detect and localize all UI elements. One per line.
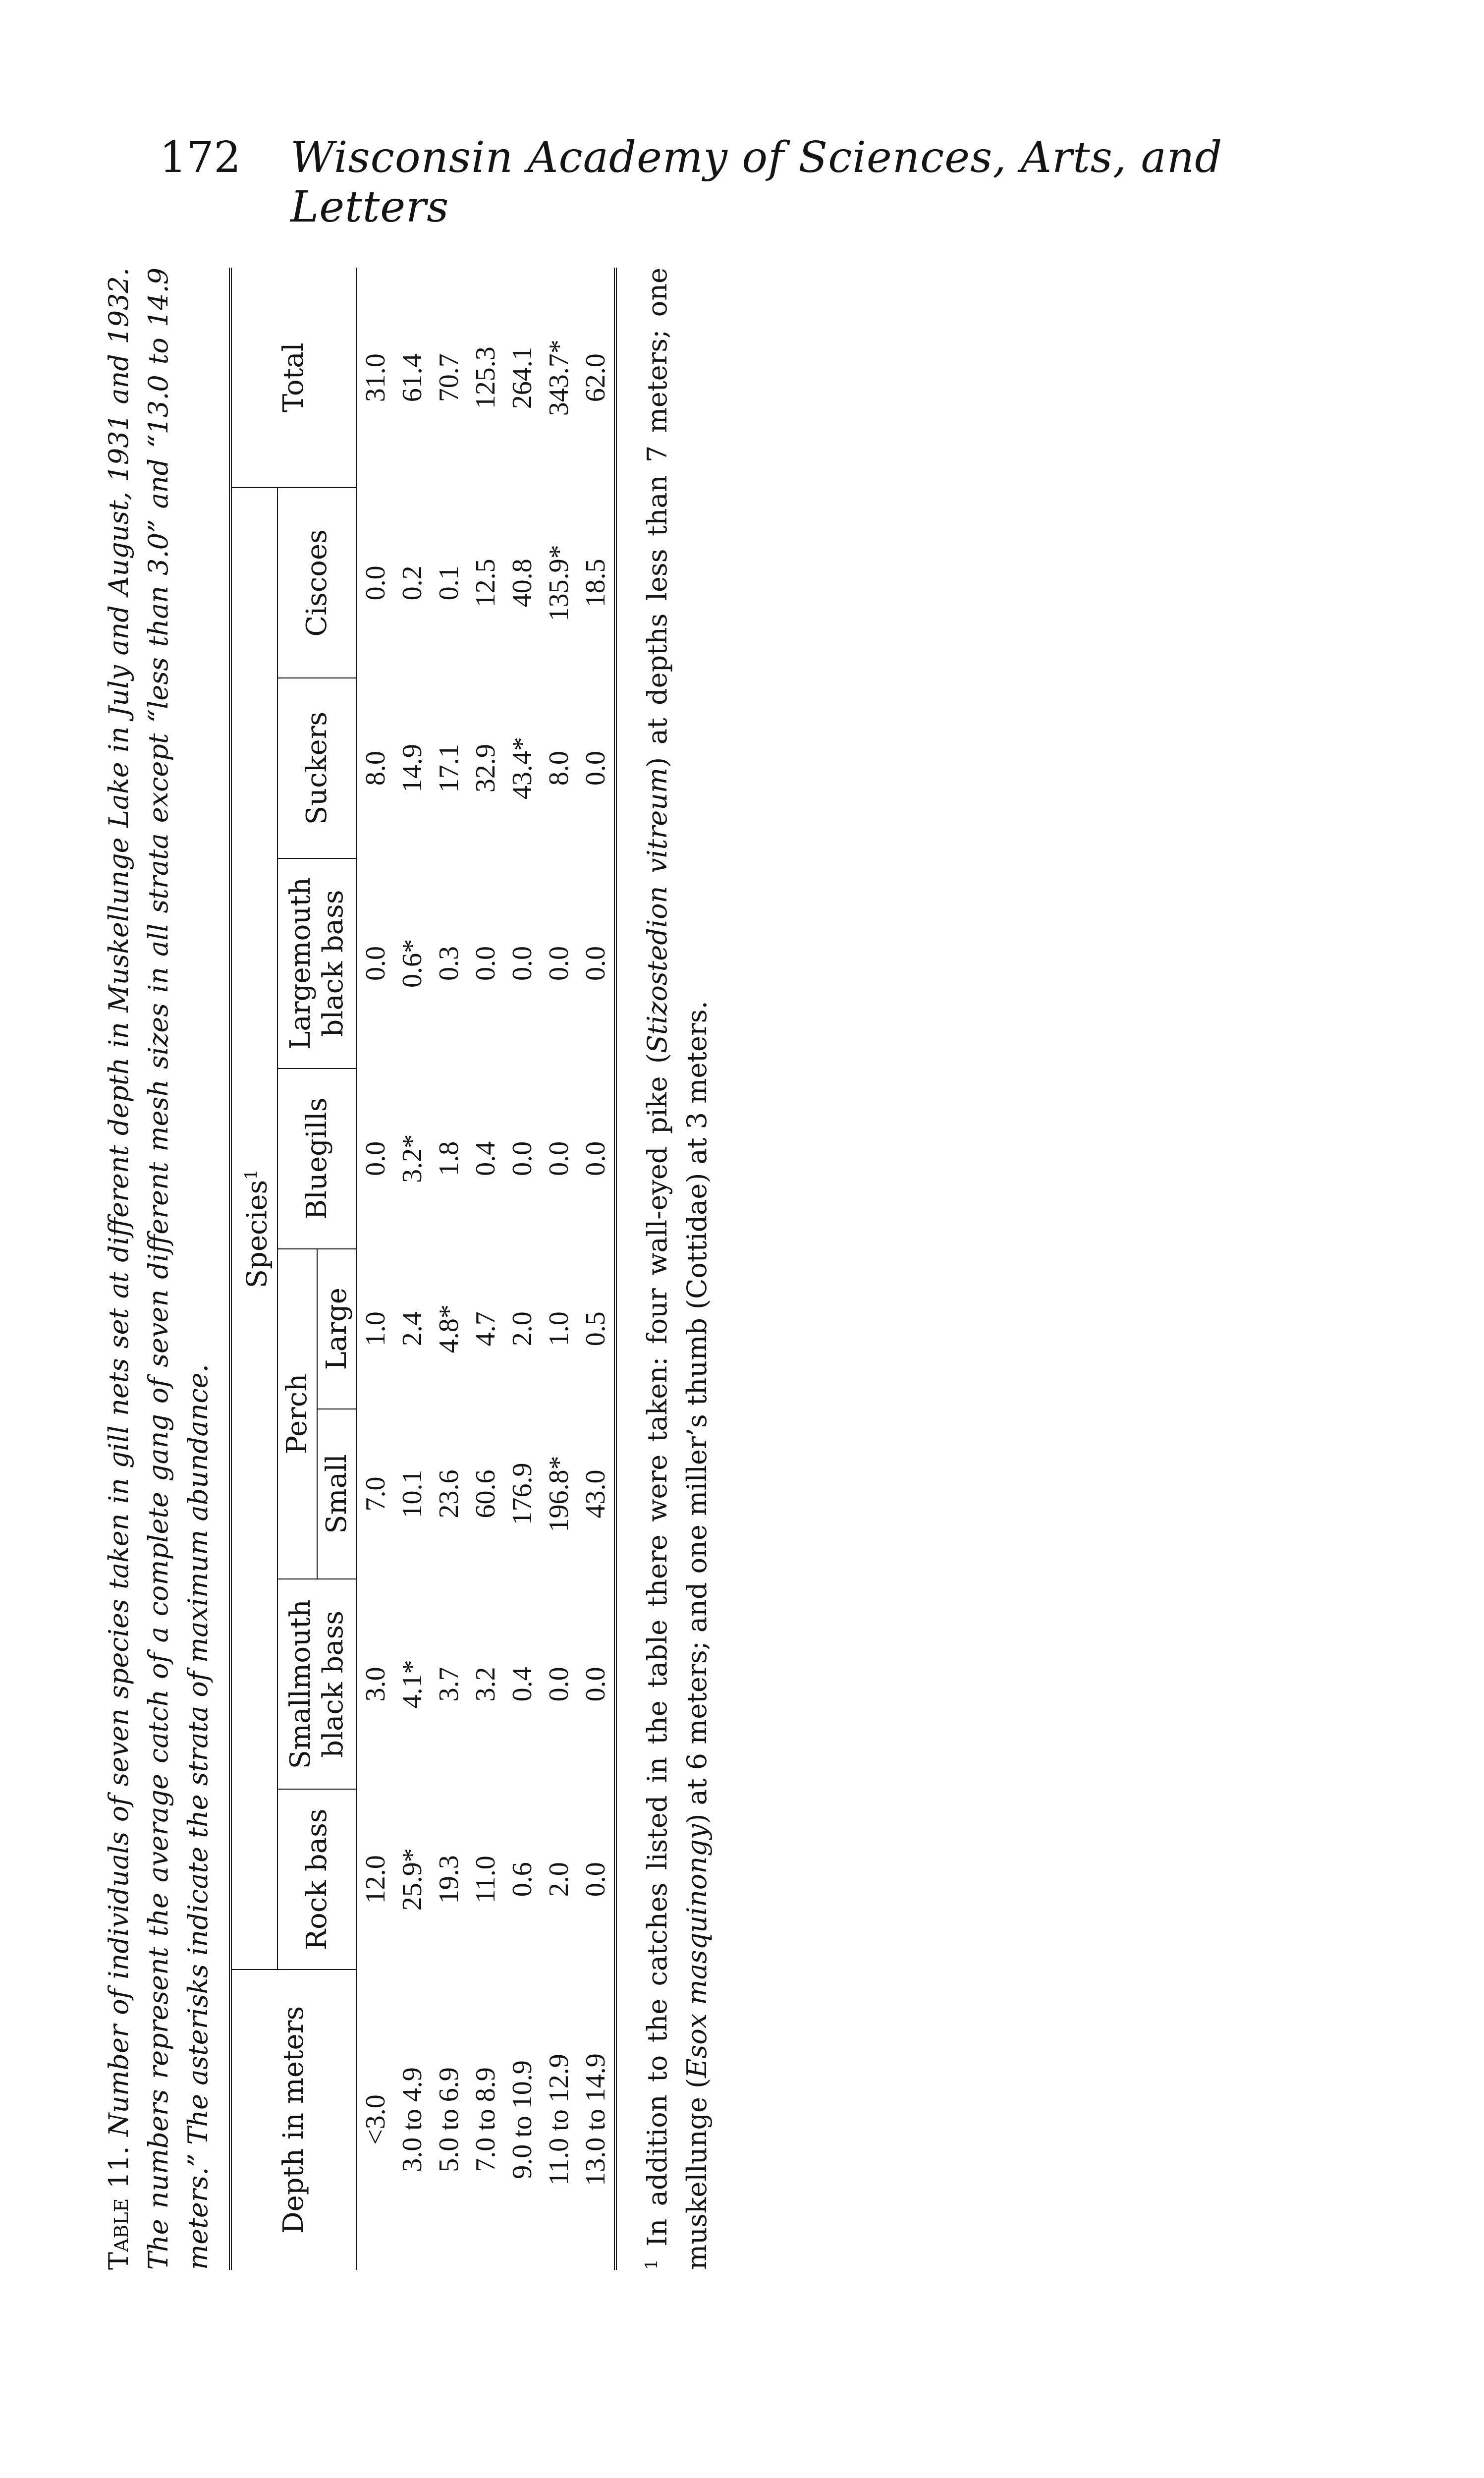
table-cell-perch-large: 4.8* xyxy=(433,1304,464,1353)
table-cell-depth: 5.0 to 6.9 xyxy=(433,2067,464,2172)
col-header-bluegills: Bluegills xyxy=(277,1069,357,1249)
table-footnote xyxy=(632,268,717,2270)
table-data-row xyxy=(357,268,615,2270)
table-cell-perch-small: 60.6 xyxy=(470,1469,501,1519)
table-cell-rock-bass: 11.0 xyxy=(470,1856,501,1904)
table-cell-depth: 13.0 to 14.9 xyxy=(580,2053,611,2186)
table-cell-largemouth: 0.0 xyxy=(543,946,574,981)
rock-bass-column xyxy=(357,1789,615,1970)
table-label: Table 11. xyxy=(103,2146,134,2270)
table-cell-smallmouth: 3.7 xyxy=(433,1667,464,1702)
col-header-species: Species$^1$ xyxy=(230,488,277,1970)
table-cell-largemouth: 0.0 xyxy=(360,946,391,981)
table-cell-rock-bass: 25.9* xyxy=(396,1848,428,1911)
col-header-total: Total xyxy=(230,268,357,488)
table-cell-suckers: 8.0 xyxy=(543,751,574,786)
table-cell-suckers: 17.1 xyxy=(433,744,464,793)
table-cell-total: 31.0 xyxy=(360,353,391,402)
largemouth-column xyxy=(357,858,615,1069)
rotated-table-block xyxy=(99,268,1021,2270)
table-cell-bluegills: 3.2* xyxy=(396,1134,428,1183)
table-cell-depth: <3.0 xyxy=(360,2094,391,2145)
perch-small-column xyxy=(357,1409,615,1579)
table-cell-smallmouth: 3.2 xyxy=(470,1667,501,1702)
col-header-perch-small: Small xyxy=(317,1409,357,1579)
table-cell-total: 343.7* xyxy=(543,339,574,416)
footnote-species-a: Stizostedion vitreum xyxy=(641,767,673,1053)
table-cell-rock-bass: 0.0 xyxy=(580,1862,611,1897)
table-cell-bluegills: 0.0 xyxy=(543,1141,574,1176)
depth-column xyxy=(357,1970,615,2270)
table-cell-perch-large: 1.0 xyxy=(543,1311,574,1347)
table-cell-total: 125.3 xyxy=(470,346,501,409)
table-cell-bluegills: 0.0 xyxy=(580,1141,611,1176)
table-cell-depth: 9.0 to 10.9 xyxy=(506,2060,538,2179)
table-cell-ciscoes: 0.0 xyxy=(360,565,391,601)
table-cell-smallmouth: 0.0 xyxy=(580,1667,611,1702)
footnote-text-a: In addition to the catches listed in the table there were taken: four wall-eyed pike ( xyxy=(641,1053,673,2247)
table-cell-perch-small: 176.9 xyxy=(506,1463,538,1525)
table-cell-ciscoes: 0.1 xyxy=(433,565,464,601)
table-cell-perch-small: 43.0 xyxy=(580,1469,611,1519)
table-cell-suckers: 32.9 xyxy=(470,744,501,793)
table-cell-rock-bass: 19.3 xyxy=(433,1855,464,1904)
col-header-ciscoes: Ciscoes xyxy=(277,488,357,678)
table-cell-bluegills: 0.4 xyxy=(470,1141,501,1176)
table-cell-ciscoes: 40.8 xyxy=(506,559,538,608)
table-cell-largemouth: 0.6* xyxy=(396,939,428,988)
col-header-depth: Depth in meters xyxy=(230,1970,357,2270)
table-cell-suckers: 43.4* xyxy=(506,737,538,800)
table-cell-suckers: 8.0 xyxy=(360,751,391,786)
table-cell-depth: 7.0 to 8.9 xyxy=(470,2067,501,2172)
footnote-marker: 1 xyxy=(641,2259,661,2270)
table-cell-total: 62.0 xyxy=(580,353,611,402)
table-cell-rock-bass: 12.0 xyxy=(360,1855,391,1904)
caption-text: Number of individuals of seven species taken in gill nets set at different depth in Muskellunge Lake in July and August, 1931 and 1932. The numbers represent the average catch of a complete gang of seven different mesh sizes in all strata except “less than 3.0” and “13.0 to 14.9 meters.” The asterisks indicate the strata of maximum abundance. xyxy=(103,268,214,2270)
total-column xyxy=(357,268,615,488)
table-cell-ciscoes: 12.5 xyxy=(470,559,501,608)
table-cell-depth: 11.0 to 12.9 xyxy=(543,2054,574,2186)
suckers-column xyxy=(357,678,615,858)
table-cell-ciscoes: 18.5 xyxy=(580,559,611,608)
table-cell-largemouth: 0.0 xyxy=(470,946,501,981)
table-cell-ciscoes: 0.2 xyxy=(396,565,428,601)
table-cell-rock-bass: 0.6 xyxy=(506,1862,538,1897)
col-header-rock-bass: Rock bass xyxy=(277,1789,357,1970)
table-cell-perch-small: 10.1 xyxy=(396,1469,428,1519)
bluegills-column xyxy=(357,1069,615,1249)
table-cell-perch-small: 7.0 xyxy=(360,1476,391,1512)
table-caption xyxy=(99,268,218,2270)
perch-large-column xyxy=(357,1249,615,1409)
table-cell-largemouth: 0.0 xyxy=(580,946,611,981)
table-cell-total: 61.4 xyxy=(396,353,428,402)
table-cell-perch-large: 0.5 xyxy=(580,1311,611,1347)
table-cell-smallmouth: 4.1* xyxy=(396,1660,428,1709)
col-header-smallmouth: Smallmouth black bass xyxy=(277,1579,357,1789)
table-cell-smallmouth: 0.0 xyxy=(543,1667,574,1702)
table-cell-perch-small: 23.6 xyxy=(433,1469,464,1519)
col-header-suckers: Suckers xyxy=(277,678,357,858)
table-cell-smallmouth: 3.0 xyxy=(360,1667,391,1702)
footnote-text-b: ) at depths less than 7 meters; one muskellunge ( xyxy=(641,268,713,2270)
table-cell-largemouth: 0.0 xyxy=(506,946,538,981)
table-cell-bluegills: 1.8 xyxy=(433,1141,464,1176)
footnote-text-c: ) at 6 meters; and one miller’s thumb (Cottidae) at 3 meters. xyxy=(681,1001,713,1824)
journal-title: Wisconsin Academy of Sciences, Arts, and Letters xyxy=(290,133,1223,232)
table-cell-perch-small: 196.8* xyxy=(543,1456,574,1532)
table-cell-bluegills: 0.0 xyxy=(360,1141,391,1176)
table-cell-rock-bass: 2.0 xyxy=(543,1862,574,1897)
table-cell-largemouth: 0.3 xyxy=(433,946,464,981)
page-number: 172 xyxy=(160,133,241,182)
table-cell-perch-large: 2.4 xyxy=(396,1311,428,1347)
table-cell-depth: 3.0 to 4.9 xyxy=(396,2067,428,2172)
ciscoes-column xyxy=(357,488,615,678)
table-cell-perch-large: 1.0 xyxy=(360,1311,391,1347)
page-header xyxy=(160,133,1359,232)
col-header-perch-large: Large xyxy=(317,1249,357,1409)
table-cell-smallmouth: 0.4 xyxy=(506,1667,538,1702)
col-header-perch: Perch xyxy=(277,1249,317,1579)
table-cell-perch-large: 4.7 xyxy=(470,1311,501,1347)
smallmouth-column xyxy=(357,1579,615,1789)
table-cell-perch-large: 2.0 xyxy=(506,1311,538,1347)
table-cell-suckers: 0.0 xyxy=(580,751,611,786)
table-cell-total: 70.7 xyxy=(433,353,464,402)
footnote-species-b: Esox masquinongy xyxy=(681,1824,713,2078)
table-cell-ciscoes: 135.9* xyxy=(543,545,574,621)
table-cell-total: 264.1 xyxy=(506,346,538,409)
table-cell-bluegills: 0.0 xyxy=(506,1141,538,1176)
data-table xyxy=(229,268,617,2270)
col-header-largemouth: Largemouth black bass xyxy=(277,858,357,1069)
table-cell-suckers: 14.9 xyxy=(396,744,428,793)
species-footnote-marker: 1 xyxy=(241,1169,261,1180)
